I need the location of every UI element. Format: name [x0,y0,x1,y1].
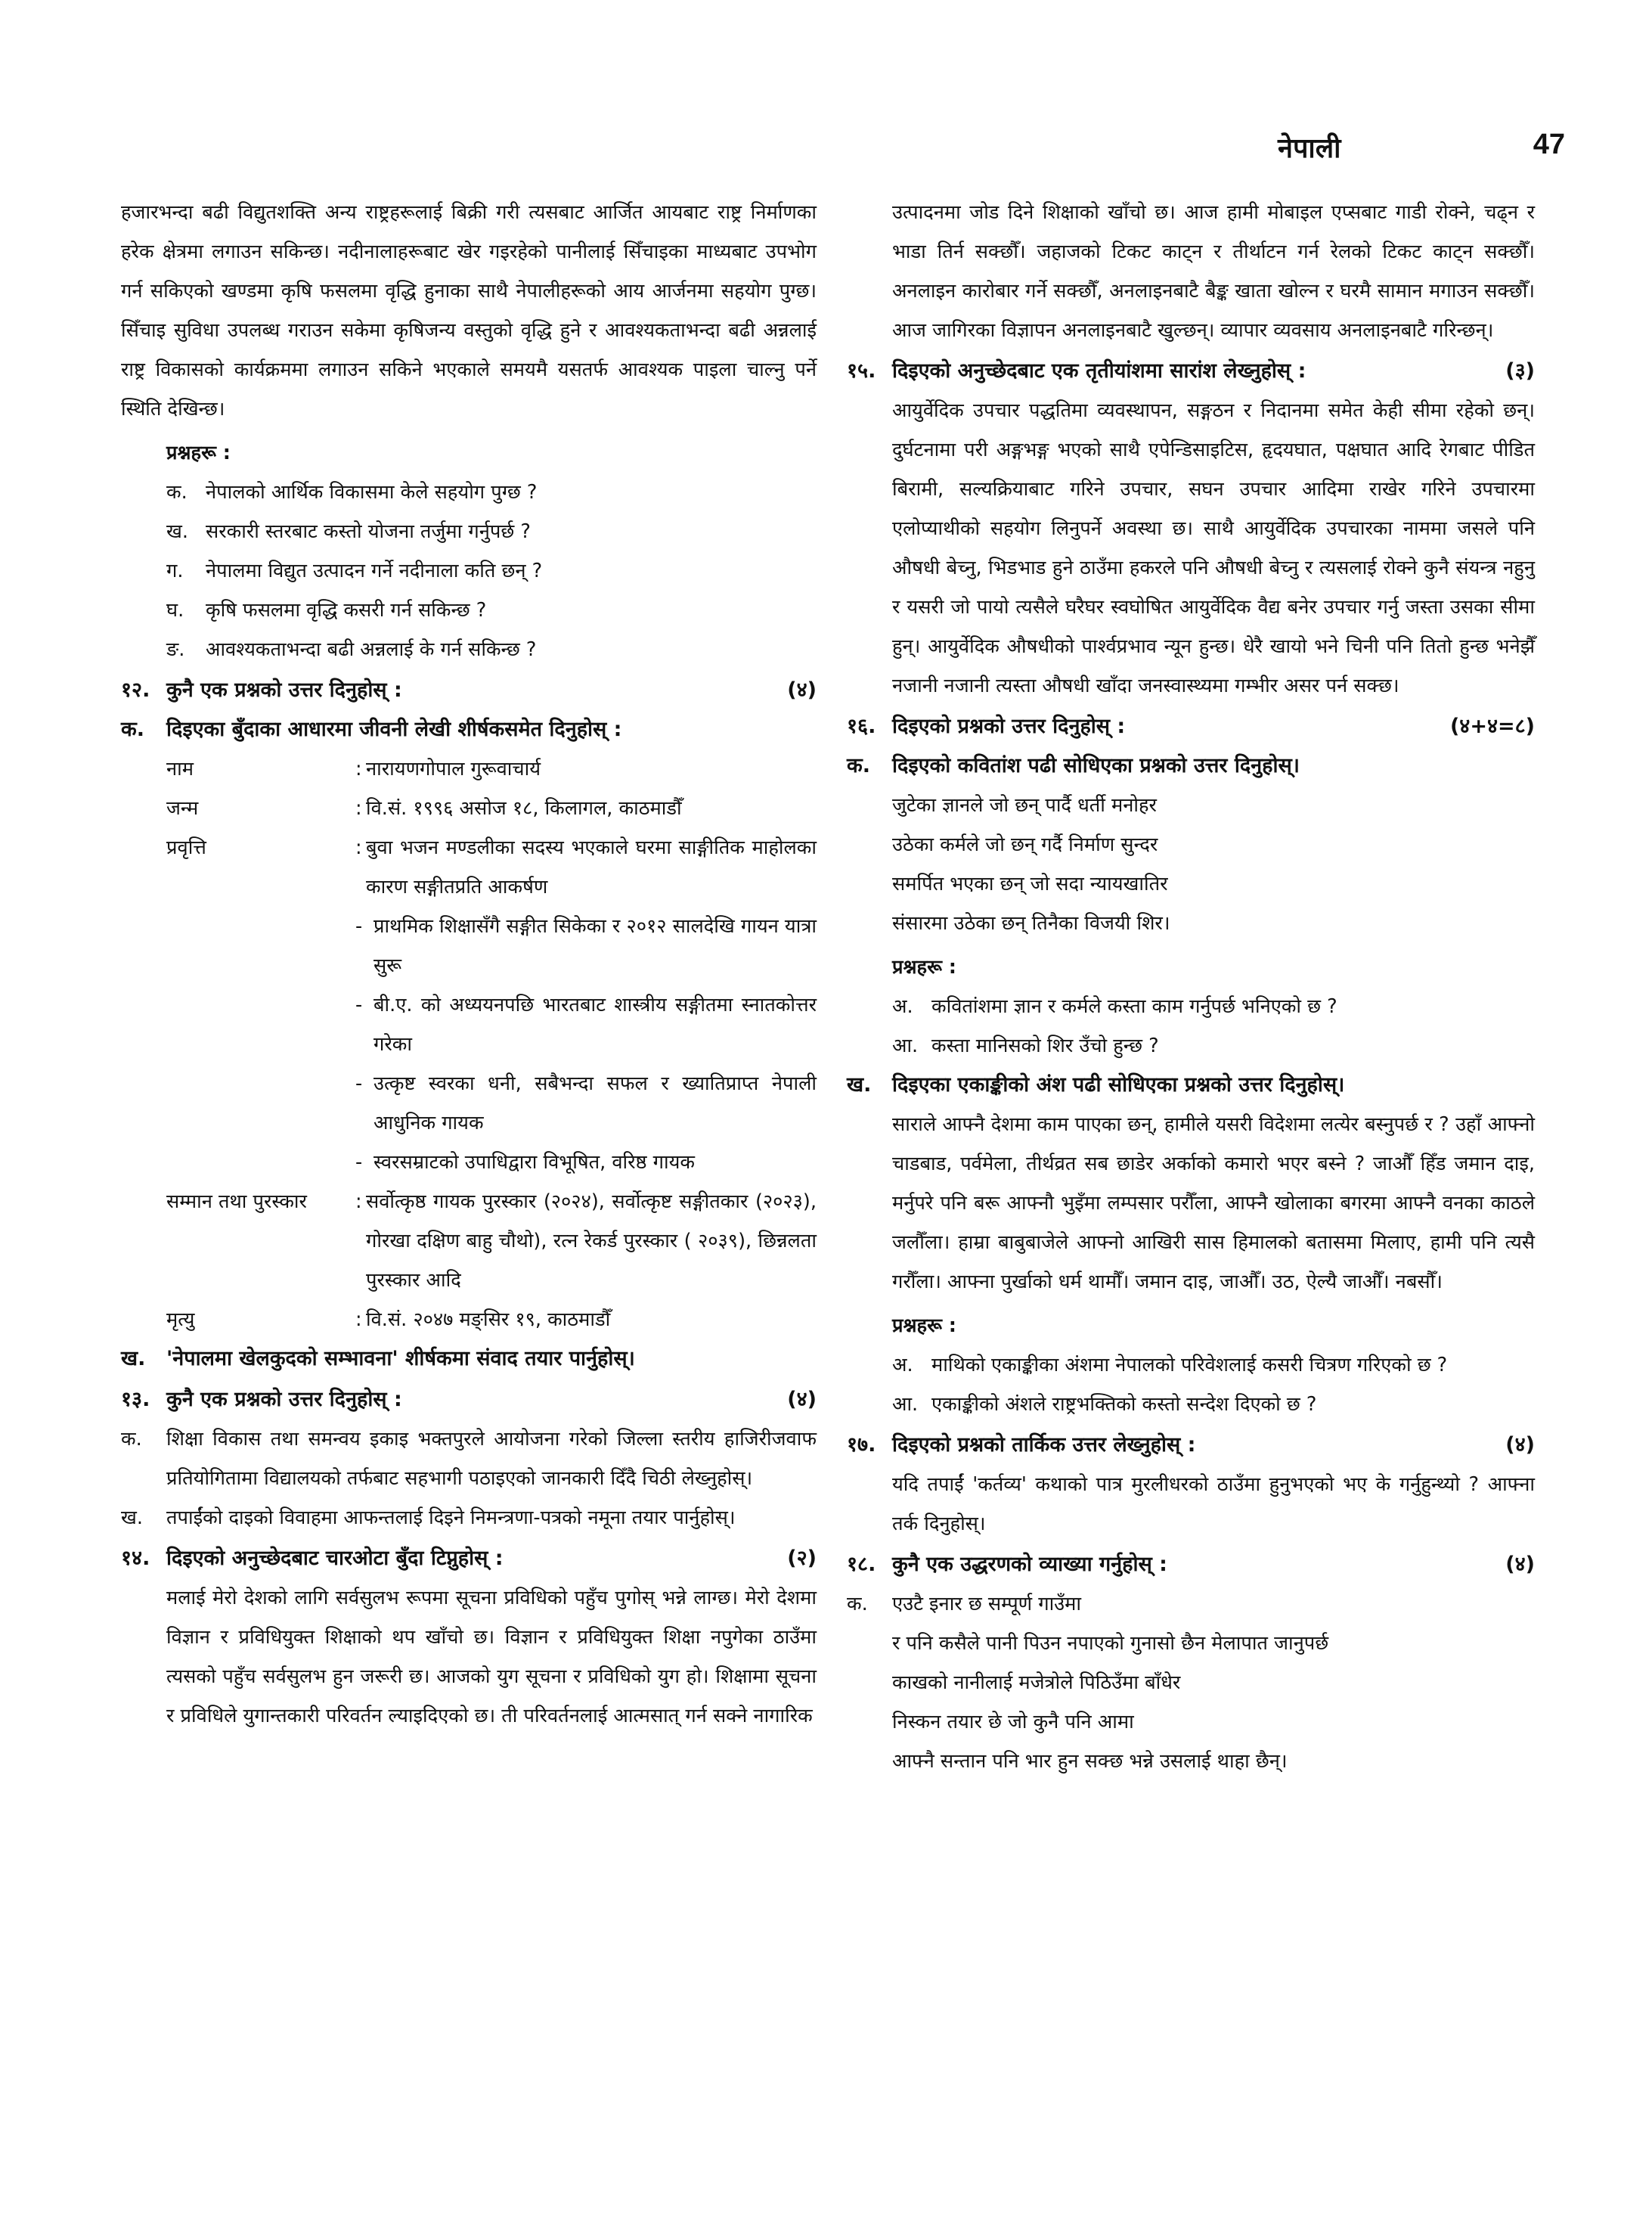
question-item [121,551,817,591]
q13-heading [121,1380,817,1420]
q16-title: दिइएको प्रश्नको उत्तर दिनुहोस् : [892,715,1126,738]
bio-bullet-text: बी.ए. को अध्ययनपछि भारतबाट शास्त्रीय सङ्गीतमा स्नातकोत्तर गरेका [373,994,817,1056]
q13-marks: (४) [787,1388,817,1411]
q17-number: १७. [847,1433,876,1457]
bio-bullet: - स्वरसम्राटको उपाधिद्वारा विभूषित, वरिष्ठ गायक [121,1143,817,1182]
q18-number: १८. [847,1553,876,1576]
question-text: एकाङ्कीको अंशले राष्ट्रभक्तिको कस्तो सन्देश दिएको छ ? [931,1393,1317,1416]
bio-bullet-text: प्राथमिक शिक्षासँगै सङ्गीत सिकेका र २०१२ सालदेखि गायन यात्रा सुरू [373,915,817,977]
question-item [121,512,817,551]
page-header [1278,129,1565,174]
q13-item-text: शिक्षा विकास तथा समन्वय इकाइ भक्तपुरले आयोजना गरेको जिल्ला स्तरीय हाजिरीजवाफ प्रतियोगितामा विद्यालयको तर्फबाट सहभागी पठाइएको जानकारी दिँदै चिठी लेख्नुहोस्। [166,1428,817,1490]
question-label: क. [166,481,188,504]
q15-marks: (३) [1505,359,1535,383]
q16-a-title: दिइएको कवितांश पढी सोधिएका प्रश्नको उत्तर दिनुहोस्। [892,754,1300,777]
question-text: आवश्यकताभन्दा बढी अन्नलाई के गर्न सकिन्छ ? [206,638,537,661]
q18-a-first-line [847,1584,1535,1624]
bio-bullet: - प्राथमिक शिक्षासँगै सङ्गीत सिकेका र २०१२ सालदेखि गायन यात्रा सुरू [121,907,817,985]
quote-line: एउटै इनार छ सम्पूर्ण गाउँमा [892,1593,1082,1615]
bio-row-death: मृत्यु : वि.सं. २०४७ मङ्सिर १९, काठमाडौँ [121,1300,817,1339]
bio-value: वि.सं. १९९६ असोज १८, किलागल, काठमाडौँ [366,797,682,820]
question-text: माथिको एकाङ्कीका अंशमा नेपालको परिवेशलाई कसरी चित्रण गरिएको छ ? [931,1354,1448,1376]
bio-bullet-text: स्वरसम्राटको उपाधिद्वारा विभूषित, वरिष्ठ गायक [373,1151,695,1174]
question-item [121,630,817,669]
question-text: नेपालमा विद्युत उत्पादन गर्ने नदीनाला कति छन् ? [206,560,543,582]
passage-continuation: हजारभन्दा बढी विद्युतशक्ति अन्य राष्ट्रहरूलाई बिक्री गरी त्यसबाट आर्जित आयबाट राष्ट्र निर्माणका हरेक क्षेत्रमा लगाउन सकिन्छ। नदीनालाहरूबाट खेर गइरहेको पानीलाई सिँचाइका माध्यबाट उपभोग गर्न सकिएको खण्डमा कृषि फसलमा वृद्धि हुनाका साथै नेपालीहरूको आय आर्जनमा सहयोग पुग्छ। सिँचाइ सुविधा उपलब्ध गराउन सकेमा कृषिजन्य वस्तुको वृद्धि हुने र आवश्यकताभन्दा बढी अन्नलाई राष्ट्र विकासको कार्यक्रममा लगाउन सकिने भएकाले समयमै यसतर्फ आवश्यक पाइला चाल्नु पर्ने स्थिति देखिन्छ। [121,201,817,420]
question-label: अ. [892,1354,913,1376]
q16-a-heading [847,746,1535,786]
bio-row-name: नाम : नारायणगोपाल गुरूवाचार्य [121,749,817,789]
q14-heading [121,1539,817,1578]
q12-heading [121,671,817,710]
quote-line: र पनि कसैले पानी पिउन नपाएको गुनासो छैन मेलापात जानुपर्छ [892,1632,1329,1655]
q13-number: १३. [121,1388,150,1411]
q17-heading [847,1426,1535,1465]
q17-title: दिइएको प्रश्नको तार्किक उत्तर लेख्नुहोस् : [892,1433,1196,1457]
question-label: घ. [166,599,184,622]
q16-a-question [847,987,1535,1026]
q16-a-questions-label: प्रश्नहरू : [892,956,956,979]
bio-value: वि.सं. २०४७ मङ्सिर १९, काठमाडौँ [366,1308,611,1331]
q18-a-label: क. [847,1593,868,1615]
q13-item [121,1498,817,1537]
q17-text: यदि तपाईं 'कर्तव्य' कथाको पात्र मुरलीधरको ठाउँमा हुनुभएको भए के गर्नुहुन्थ्यो ? आफ्ना तर्क दिनुहोस्। [892,1473,1535,1535]
question-label: आ. [892,1035,919,1057]
q12-marks: (४) [787,678,817,702]
page-number: 47 [1533,129,1565,160]
q12-b-label: ख. [121,1347,146,1370]
q12-a-heading [121,710,817,749]
bio-key: नाम [166,758,194,780]
q16-b-question [847,1345,1535,1385]
bio-row-awards: सम्मान तथा पुरस्कार : सर्वोत्कृष्ठ गायक पुरस्कार (२०२४), सर्वोत्कृष्ट सङ्गीतकार (२०२३), गोरखा दक्षिण बाहु चौथो), रत्न रेकर्ड पुरस्कार ( २०३९), छिन्नलता पुरस्कार आदि [121,1182,817,1300]
bio-key: जन्म [166,797,199,820]
question-text: कवितांशमा ज्ञान र कर्मले कस्ता काम गर्नुपर्छ भनिएको छ ? [931,995,1337,1018]
q16-marks: (४+४=८) [1449,715,1535,738]
right-column [847,193,1535,1781]
q16-number: १६. [847,715,876,738]
q16-b-questions-label: प्रश्नहरू : [892,1314,956,1337]
q16-b-title: दिइएका एकाङ्कीको अंश पढी सोधिएका प्रश्नको उत्तर दिनुहोस्। [892,1073,1345,1097]
passage-continuation-right: उत्पादनमा जोड दिने शिक्षाको खाँचो छ। आज हामी मोबाइल एप्सबाट गाडी रोक्ने, चढ्न र भाडा तिर्न सक्छौँ। जहाजको टिकट काट्न र तीर्थाटन गर्न रेलको टिकट काट्न सक्छौँ। अनलाइन कारोबार गर्ने सक्छौँ, अनलाइनबाटै बैङ्क खाता खोल्न र घरमै सामान मगाउन सक्छौँ। आज जागिरका विज्ञापन अनलाइनबाटै खुल्छन्। व्यापार व्यवसाय अनलाइनबाटै गरिन्छन्। [892,201,1535,342]
quote-line: निस्कन तयार छे जो कुनै पनि आमा [892,1711,1134,1733]
q15-passage: आयुर्वेदिक उपचार पद्धतिमा व्यवस्थापन, सङ्गठन र निदानमा समेत केही सीमा रहेको छन्। दुर्घटनामा परी अङ्गभङ्ग भएको साथै एपेन्डिसाइटिस, हृदयघात, पक्षघात आदि रेगबाट पीडित बिरामी, सल्यक्रियाबाट गरिने उपचार, सघन उपचार आदिमा राखेर गरिने उपचारमा एलोप्याथीको सहयोग लिनुपर्ने अवस्था छ। साथै आयुर्वेदिक उपचारका नाममा जसले पनि औषधी बेच्नु, भिडभाड हुने ठाउँमा हकरले पनि औषधी बेच्नु र त्यसलाई रोक्ने कुनै संयन्त्र नहुनु र यसरी जो पायो त्यसैले घरैघर स्वघोषित आयुर्वेदिक वैद्य बनेर उपचार गर्नु जस्ता उसका सीमा हुन्। आयुर्वेदिक औषधीको पार्श्वप्रभाव न्यून हुन्छ। धेरै खायो भने चिनी पनि तितो हुन्छ भनेझैँ नजानी नजानी त्यस्ता औषधी खाँदा जनस्वास्थ्यमा गम्भीर असर पर्न सक्छ। [892,399,1535,697]
q18-marks: (४) [1505,1553,1535,1576]
question-label: अ. [892,995,913,1018]
q15-number: १५. [847,359,876,383]
question-label: आ. [892,1393,919,1416]
question-item [121,591,817,630]
q12-number: १२. [121,678,150,702]
q14-number: १४. [121,1547,150,1570]
question-item [121,473,817,512]
bio-row-tendency: प्रवृत्ति : बुवा भजन मण्डलीका सदस्य भएकाले घरमा साङ्गीतिक माहोलका कारण सङ्गीतप्रति आकर्षण [121,828,817,907]
q13-title: कुनै एक प्रश्नको उत्तर दिनुहोस् : [166,1388,402,1411]
question-text: नेपालको आर्थिक विकासमा केले सहयोग पुग्छ ? [206,481,538,504]
bio-bullet: - उत्कृष्ट स्वरका धनी, सबैभन्दा सफल र ख्यातिप्राप्त नेपाली आधुनिक गायक [121,1064,817,1143]
question-text: सरकारी स्तरबाट कस्तो योजना तर्जुमा गर्नुपर्छ ? [206,520,531,543]
bio-row-birth: जन्म : वि.सं. १९९६ असोज १८, किलागल, काठमाडौँ [121,789,817,828]
q16-b-label: ख. [847,1073,872,1097]
q16-a-label: क. [847,754,870,777]
bio-bullet-text: उत्कृष्ट स्वरका धनी, सबैभन्दा सफल र ख्यातिप्राप्त नेपाली आधुनिक गायक [373,1072,817,1134]
question-label: ख. [166,520,188,543]
bio-value: बुवा भजन मण्डलीका सदस्य भएकाले घरमा साङ्गीतिक माहोलका कारण सङ्गीतप्रति आकर्षण [366,836,817,898]
q15-heading [847,352,1535,391]
q16-a-question [847,1026,1535,1066]
question-text: कृषि फसलमा वृद्धि कसरी गर्न सकिन्छ ? [206,599,487,622]
bio-bullet: - बी.ए. को अध्ययनपछि भारतबाट शास्त्रीय सङ्गीतमा स्नातकोत्तर गरेका [121,985,817,1064]
bio-key: प्रवृत्ति [166,836,206,859]
q17-marks: (४) [1505,1433,1535,1457]
bio-key: सम्मान तथा पुरस्कार [166,1190,307,1213]
quote-line: काखको नानीलाई मजेत्रोले पिठिउँमा बाँधेर [892,1671,1181,1694]
left-column [121,193,817,1736]
q16-heading [847,707,1535,746]
q15-title: दिइएको अनुच्छेदबाट एक तृतीयांशमा सारांश लेख्नुहोस् : [892,359,1306,383]
bio-value: सर्वोत्कृष्ठ गायक पुरस्कार (२०२४), सर्वोत्कृष्ट सङ्गीतकार (२०२३), गोरखा दक्षिण बाहु चौथो), रत्न रेकर्ड पुरस्कार ( २०३९), छिन्नलता पुरस्कार आदि [366,1190,817,1292]
question-text: कस्ता मानिसको शिर उँचो हुन्छ ? [931,1035,1159,1057]
poem-line: जुटेका ज्ञानले जो छन् पार्दै धर्ती मनोहर [892,794,1157,817]
q16-b-question [847,1385,1535,1424]
q16-b-passage: साराले आफ्नै देशमा काम पाएका छन्, हामीले यसरी विदेशमा लत्येर बस्नुपर्छ र ? उहाँ आफ्नो चाडबाड, पर्वमेला, तीर्थव्रत सब छाडेर अर्काको कमारो भएर बस्ने ? जाऔँ हिँड जमान दाइ, मर्नुपरे पनि बरू आफ्नौ भुइँमा लम्पसार परौँला, आफ्नै खोलाका बगरमा आफ्नै वनका काठले जलौँला। हाम्रा बाबुबाजेले आफ्नो आखिरी सास हिमालको बतासमा मिलाए, हामी पनि त्यसै गरौँला। आफ्ना पुर्खाको धर्म थामौँ। जमान दाइ, जाऔँ। उठ, ऐल्यै जाऔँ। नबसौँ। [892,1113,1535,1293]
quote-line: आफ्नै सन्तान पनि भार हुन सक्छ भन्ने उसलाई थाहा छैन्। [892,1750,1288,1773]
q12-title: कुनै एक प्रश्नको उत्तर दिनुहोस् : [166,678,402,702]
q18-heading [847,1545,1535,1584]
q16-b-heading [847,1066,1535,1105]
question-label: ङ. [166,638,185,661]
q13-item [121,1420,817,1498]
q12-b-title: 'नेपालमा खेलकुदको सम्भावना' शीर्षकमा संवाद तयार पार्नुहोस्। [166,1347,635,1370]
q12-a-title: दिइएका बुँदाका आधारमा जीवनी लेखी शीर्षकसमेत दिनुहोस् : [166,718,622,741]
poem-line: समर्पित भएका छन् जो सदा न्यायखातिर [892,873,1168,895]
q18-title: कुनै एक उद्धरणको व्याख्या गर्नुहोस् : [892,1553,1167,1576]
bio-value: नारायणगोपाल गुरूवाचार्य [366,758,541,780]
q13-item-label: ख. [121,1506,143,1529]
q13-item-text: तपाईंको दाइको विवाहमा आफन्तलाई दिइने निमन्त्रणा-पत्रको नमूना तयार पार्नुहोस्। [166,1506,736,1529]
subject-title: नेपाली [1278,133,1341,164]
q14-marks: (२) [787,1547,817,1570]
q12-b-heading [121,1339,817,1379]
questions-label: प्रश्नहरू : [166,442,231,464]
q14-title: दिइएको अनुच्छेदबाट चारओटा बुँदा टिप्नुहोस् : [166,1547,504,1570]
bio-key: मृत्यु [166,1308,195,1331]
poem-line: संसारमा उठेका छन् तिनैका विजयी शिर। [892,912,1170,935]
q12-a-label: क. [121,718,144,741]
poem-line: उठेका कर्मले जो छन् गर्दै निर्माण सुन्दर [892,833,1158,856]
question-label: ग. [166,560,184,582]
q14-passage: मलाई मेरो देशको लागि सर्वसुलभ रूपमा सूचना प्रविधिको पहुँच पुगोस् भन्ने लाग्छ। मेरो देशमा विज्ञान र प्रविधियुक्त शिक्षाको थप खाँचो छ। विज्ञान र प्रविधियुक्त शिक्षा नपुगेका ठाउँमा त्यसको पहुँच सर्वसुलभ हुन जरूरी छ। आजको युग सूचना र प्रविधिको युग हो। शिक्षामा सूचना र प्रविधिले युगान्तकारी परिवर्तन ल्याइदिएको छ। ती परिवर्तनलाई आत्मसात् गर्न सक्ने नागारिक [166,1587,817,1727]
q13-item-label: क. [121,1428,142,1451]
